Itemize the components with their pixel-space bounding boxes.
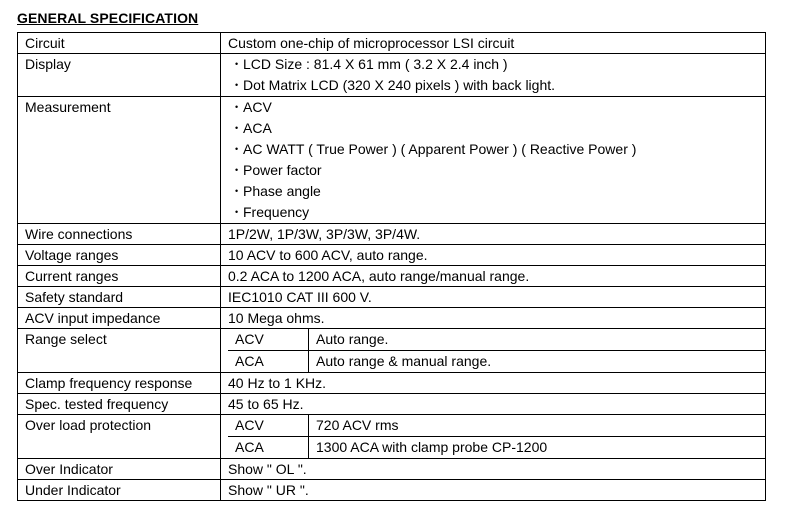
row-label: Display <box>18 54 221 97</box>
table-row <box>18 33 766 54</box>
sub-value: Auto range & manual range. <box>309 351 766 373</box>
row-value: Show " UR ". <box>221 480 766 501</box>
table-row <box>18 245 766 266</box>
spec-table <box>17 32 766 501</box>
list-item: • Phase angle <box>228 181 765 202</box>
bullet-icon: • <box>235 102 239 113</box>
row-label: ACV input impedance <box>18 308 221 329</box>
row-label: Current ranges <box>18 266 221 287</box>
list-item: • AC WATT ( True Power ) ( Apparent Power ) ( Reactive Power ) <box>228 139 765 160</box>
list-item: • LCD Size : 81.4 X 61 mm ( 3.2 X 2.4 inch ) <box>228 54 765 75</box>
table-row <box>18 308 766 329</box>
sub-key: ACA <box>228 437 309 459</box>
list-item: • Dot Matrix LCD (320 X 240 pixels ) with back light. <box>228 75 765 96</box>
row-value <box>221 415 766 459</box>
sub-table <box>228 415 765 458</box>
row-value: Custom one-chip of microprocessor LSI circuit <box>221 33 766 54</box>
table-row <box>18 97 766 224</box>
row-value: Show " OL ". <box>221 459 766 480</box>
sub-value: 720 ACV rms <box>316 417 399 433</box>
table-row <box>18 373 766 394</box>
table-row <box>18 266 766 287</box>
table-row <box>18 329 766 373</box>
row-label: Over load protection <box>18 415 221 459</box>
sub-row <box>228 415 765 437</box>
row-value <box>221 54 766 97</box>
bullet-icon: • <box>235 59 239 70</box>
bullet-icon: • <box>235 186 239 197</box>
row-value: 10 Mega ohms. <box>221 308 766 329</box>
sub-key: ACA <box>228 351 309 373</box>
row-label: Safety standard <box>18 287 221 308</box>
table-row <box>18 287 766 308</box>
sub-table <box>228 329 765 372</box>
row-label: Wire connections <box>18 224 221 245</box>
table-row <box>18 480 766 501</box>
table-row <box>18 54 766 97</box>
row-label: Voltage ranges <box>18 245 221 266</box>
table-row <box>18 459 766 480</box>
row-label: Measurement <box>18 97 221 224</box>
row-value: 0.2 ACA to 1200 ACA, auto range/manual range. <box>221 266 766 287</box>
sub-row <box>228 351 765 373</box>
row-value: 45 to 65 Hz. <box>221 394 766 415</box>
sub-value: 1300 ACA with clamp probe CP-1200 <box>309 437 766 459</box>
sub-row <box>228 437 765 459</box>
page-title: GENERAL SPECIFICATION <box>17 10 199 26</box>
row-value: IEC1010 CAT III 600 V. <box>221 287 766 308</box>
row-label: Under Indicator <box>18 480 221 501</box>
list-item: • Frequency <box>228 202 765 223</box>
list-item: • ACV <box>228 97 765 118</box>
row-label: Over Indicator <box>18 459 221 480</box>
row-label: Clamp frequency response <box>18 373 221 394</box>
table-row <box>18 415 766 459</box>
sub-value: Auto range. <box>316 331 389 347</box>
row-value <box>221 329 766 373</box>
bullet-icon: • <box>235 165 239 176</box>
sub-key: ACV <box>228 329 309 351</box>
bullet-icon: • <box>235 80 239 91</box>
bullet-icon: • <box>235 144 239 155</box>
row-value <box>221 97 766 224</box>
row-label: Spec. tested frequency <box>18 394 221 415</box>
bullet-icon: • <box>235 207 239 218</box>
list-item: • ACA <box>228 118 765 139</box>
bullet-icon: • <box>235 123 239 134</box>
table-row <box>18 224 766 245</box>
row-label: Circuit <box>18 33 221 54</box>
row-label: Range select <box>18 329 221 373</box>
sub-row <box>228 329 765 351</box>
row-value: 10 ACV to 600 ACV, auto range. <box>221 245 766 266</box>
row-value: 40 Hz to 1 KHz. <box>221 373 766 394</box>
row-value: 1P/2W, 1P/3W, 3P/3W, 3P/4W. <box>221 224 766 245</box>
list-item: • Power factor <box>228 160 765 181</box>
sub-key: ACV <box>228 415 309 437</box>
table-row <box>18 394 766 415</box>
